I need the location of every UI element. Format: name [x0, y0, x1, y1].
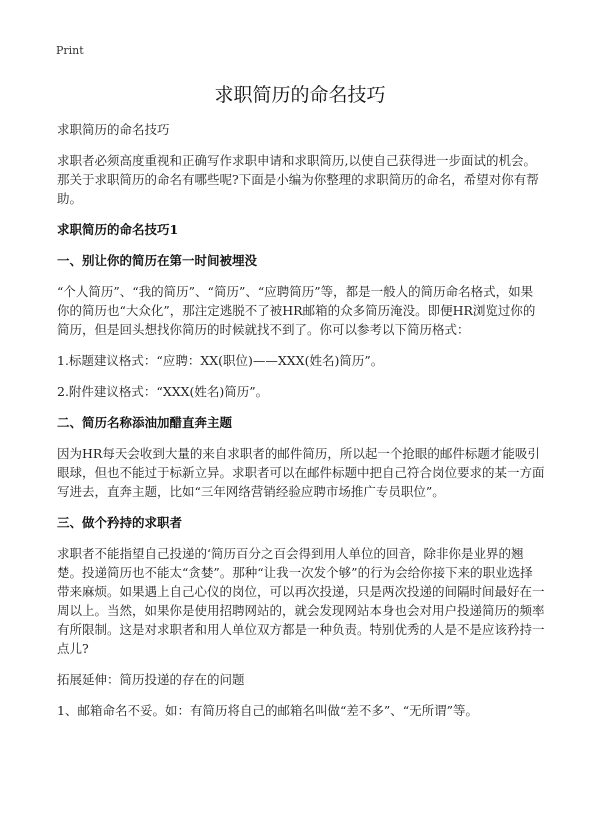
print-label: Print — [56, 44, 84, 57]
body-paragraph: 因为HR每天会收到大量的来自求职者的邮件简历，所以起一个抢眼的邮件标题才能吸引眼球，但也不能过于标新立异。求职者可以在邮件标题中把自己符合岗位要求的某一方面写进去，直奔主题，比如“三年网络营销经验应聘市场推广专员职位”。 — [57, 446, 545, 499]
subtitle-paragraph: 求职简历的命名技巧 — [57, 122, 170, 137]
document-body — [57, 120, 545, 732]
list-item: 2.附件建议格式：“XXX(姓名)简历”。 — [57, 384, 269, 399]
section-heading: 二、简历名称添油加醋直奔主题 — [57, 415, 233, 430]
intro-paragraph: 求职者必须高度重视和正确写作求职申请和求职简历,以使自己获得进一步面试的机会。那关于求职简历的命名有哪些呢?下面是小编为你整理的求职简历的命名，希望对你有帮助。 — [57, 153, 539, 206]
list-item: 1、邮箱命名不妥。如：有简历将自己的邮箱名叫做“差不多”、“无所谓”等。 — [57, 703, 479, 718]
body-paragraph: “个人简历”、“我的简历”、“简历”、“应聘简历”等，都是一般人的简历命名格式，如果你的简历也“大众化”，那注定逃脱不了被HR邮箱的众多简历淹没。即便HR浏览过你的简历，但是回头想找你简历的时候就找不到了。你可以参考以下简历格式： — [57, 284, 536, 337]
body-paragraph: 求职者不能指望自己投递的‘简历百分之百会得到用人单位的回音，除非你是业界的翘楚。投递简历也不能太“贪婪”。那种“让我一次发个够”的行为会给你接下来的职业选择带来麻烦。如果遇上自己心仪的岗位，可以再次投递，只是两次投递的间隔时间最好在一周以上。当然，如果你是使用招聘网站的，就会发现网站本身也会对用户投递简历的频率有所限制。这是对求职者和用人单位双方都是一种负责。特别优秀的人是不是应该矜持一点儿? — [57, 546, 545, 656]
section-heading: 三、做个矜持的求职者 — [57, 515, 183, 530]
document-title: 求职简历的命名技巧 — [214, 84, 386, 106]
body-paragraph: 拓展延伸：简历投递的存在的问题 — [57, 672, 245, 687]
section-heading: 求职简历的命名技巧1 — [57, 222, 179, 237]
section-heading: 一、别让你的简历在第一时间被埋没 — [57, 253, 258, 268]
list-item: 1.标题建议格式：“应聘：XX(职位)——XXX(姓名)简历”。 — [57, 353, 384, 368]
